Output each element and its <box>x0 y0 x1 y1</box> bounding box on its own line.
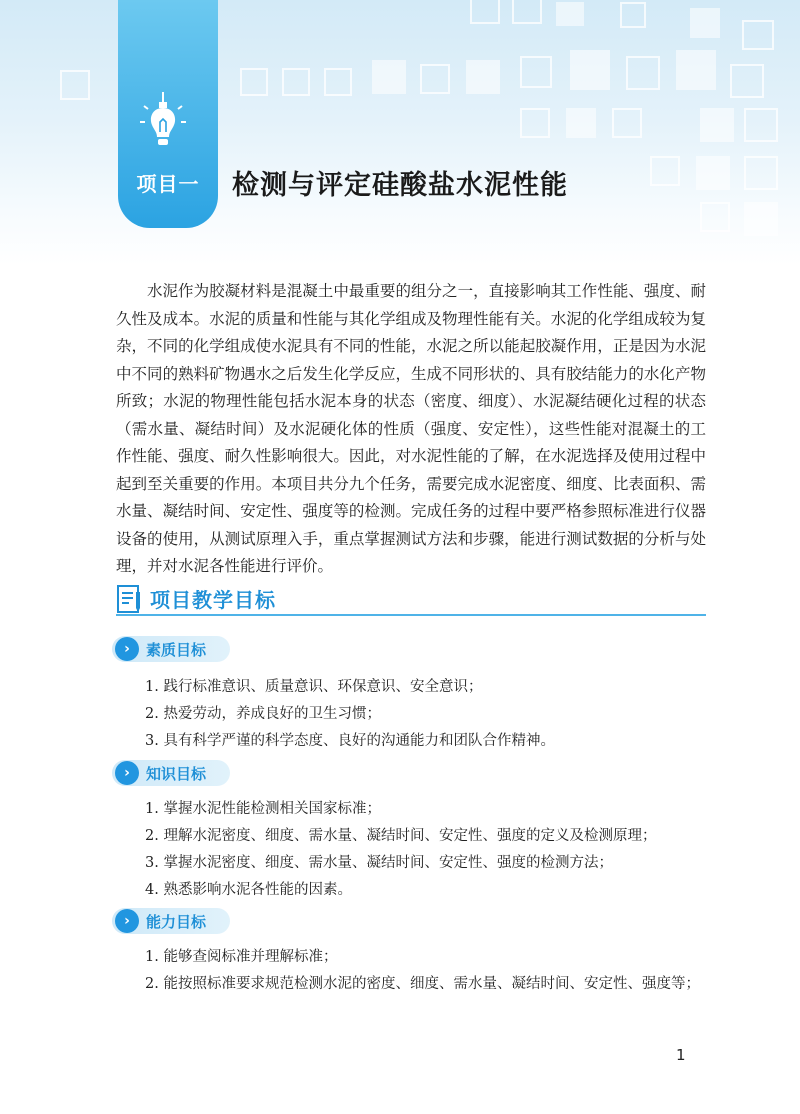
lightbulb-icon <box>138 92 188 148</box>
document-icon <box>116 584 144 614</box>
objective-label: 能力目标 <box>146 913 207 931</box>
page-number: 1 <box>676 1046 686 1064</box>
section-divider <box>116 614 706 616</box>
decor-square <box>324 68 352 96</box>
decor-square <box>566 108 596 138</box>
list-item: 4. 熟悉影响水泥各性能的因素。 <box>145 882 352 898</box>
arrow-right-icon: › <box>115 909 139 933</box>
objective-pill-knowledge <box>112 760 230 786</box>
decor-square <box>612 108 642 138</box>
list-item: 1. 掌握水泥性能检测相关国家标准； <box>145 801 381 817</box>
objective-label: 素质目标 <box>146 641 207 659</box>
decor-square <box>700 202 730 232</box>
decor-square <box>744 156 778 190</box>
page-title: 检测与评定硅酸盐水泥性能 <box>232 170 568 201</box>
objective-pill-ability <box>112 908 230 934</box>
decor-square <box>690 8 720 38</box>
decor-square <box>466 60 500 94</box>
objective-label: 知识目标 <box>146 765 207 783</box>
decor-square <box>240 68 268 96</box>
decor-square <box>744 202 778 236</box>
objective-pill-quality <box>112 636 230 662</box>
decor-square <box>742 20 774 50</box>
arrow-right-icon: › <box>115 761 139 785</box>
decor-square <box>570 50 610 90</box>
decor-square <box>620 2 646 28</box>
decor-square <box>626 56 660 90</box>
list-item: 2. 能按照标准要求规范检测水泥的密度、细度、需水量、凝结时间、安定性、强度等； <box>145 976 700 992</box>
section-title: 项目教学目标 <box>150 588 276 612</box>
decor-square <box>512 0 542 24</box>
decor-square <box>282 68 310 96</box>
decor-square <box>470 0 500 24</box>
arrow-right-icon: › <box>115 637 139 661</box>
list-item: 3. 具有科学严谨的科学态度、良好的沟通能力和团队合作精神。 <box>145 733 555 749</box>
decor-square <box>676 50 716 90</box>
decor-square <box>556 2 584 26</box>
list-item: 1. 能够查阅标准并理解标准； <box>145 949 338 965</box>
decor-square <box>744 108 778 142</box>
decor-square <box>60 70 90 100</box>
list-item: 1. 践行标准意识、质量意识、环保意识、安全意识； <box>145 679 483 695</box>
decor-square <box>730 64 764 98</box>
decor-square <box>420 64 450 94</box>
decor-square <box>520 108 550 138</box>
decor-square <box>372 60 406 94</box>
objective-list-ability <box>112 944 710 998</box>
decor-square <box>650 156 680 186</box>
decor-square <box>700 108 734 142</box>
list-item: 3. 掌握水泥密度、细度、需水量、凝结时间、安定性、强度的检测方法； <box>145 855 613 871</box>
decor-square <box>520 56 552 88</box>
list-item: 2. 理解水泥密度、细度、需水量、凝结时间、安定性、强度的定义及检测原理； <box>145 828 657 844</box>
project-label: 项目一 <box>136 172 200 196</box>
objective-list-knowledge <box>145 796 710 904</box>
decor-square <box>696 156 730 190</box>
objective-list-quality <box>145 674 710 755</box>
section-header <box>116 582 706 618</box>
list-item: 2. 热爱劳动，养成良好的卫生习惯； <box>145 706 381 722</box>
intro-paragraph: 水泥作为胶凝材料是混凝土中最重要的组分之一，直接影响其工作性能、强度、耐久性及成本。水泥的质量和性能与其化学组成及物理性能有关。水泥的化学组成较为复杂，不同的化学组成使水泥具有不同的性能，水泥之所以能起胶凝作用，正是因为水泥中不同的熟料矿物遇水之后发生化学反应，生成不同形状的、具有胶结能力的水化产物所致；水泥的物理性能包括水泥本身的状态（密度、细度）、水泥凝结硬化过程的状态（需水量、凝结时间）及水泥硬化体的性质（强度、安定性），这些性能对混凝土的工作性能、强度、耐久性影响很大。因此，对水泥性能的了解，在水泥选择及使用过程中起到至关重要的作用。本项目共分九个任务，需要完成水泥密度、细度、比表面积、需水量、凝结时间、安定性、强度等的检测。完成任务的过程中要严格参照标准进行仪器设备的使用，从测试原理入手，重点掌握测试方法和步骤，能进行测试数据的分析与处理，并对水泥各性能进行评价。 <box>116 282 706 575</box>
